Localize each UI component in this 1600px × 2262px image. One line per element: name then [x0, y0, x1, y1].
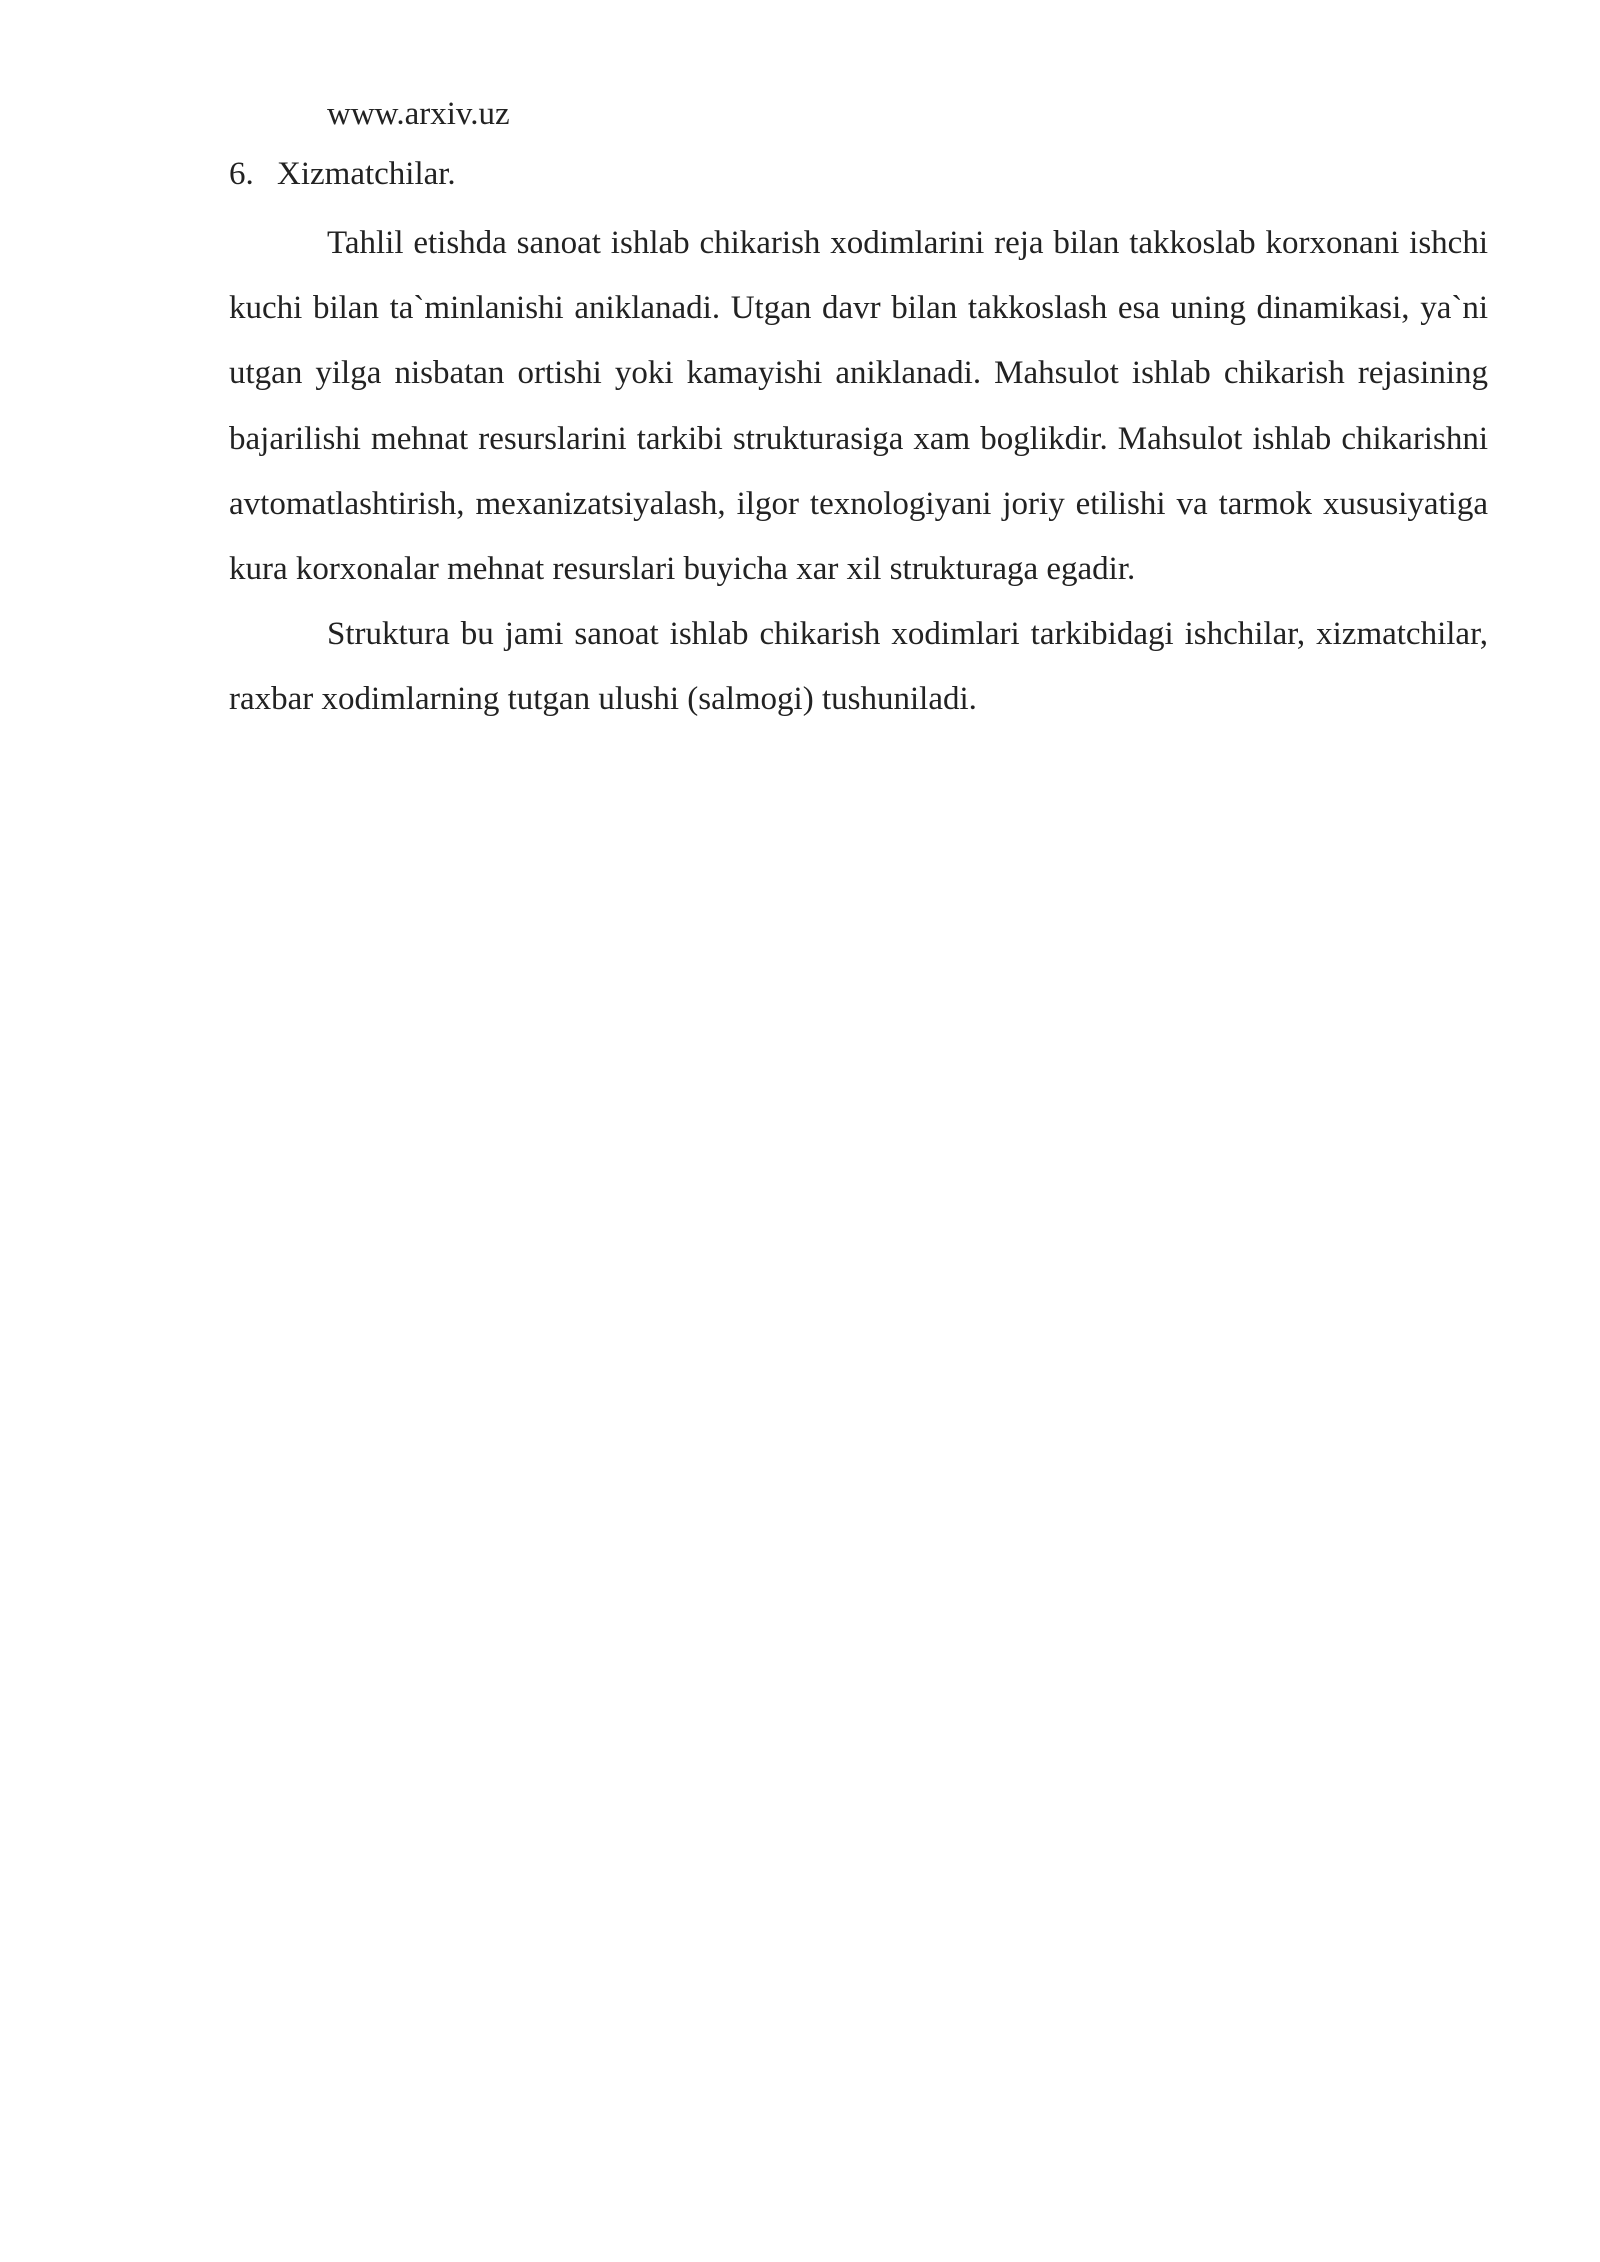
paragraph: Struktura bu jami sanoat ishlab chikarish xodimlari tarkibidagi ishchilar, xizmatchilar, raxbar xodimlarning tutgan ulushi (salmogi) tushuniladi.	[229, 616, 1488, 718]
source-url: www.arxiv.uz	[327, 96, 510, 132]
list-item-label: Xizmatchilar.	[277, 156, 456, 192]
list-item-6	[229, 154, 456, 194]
list-item-number: 6.	[229, 156, 254, 192]
paragraph: Tahlil etishda sanoat ishlab chikarish xodimlarini reja bilan takkoslab korxonani ishchi kuchi bilan ta`minlanishi aniklanadi. Utgan davr bilan takkoslash esa uning dinamikasi, ya`ni utgan yilga nisbatan ortishi yoki kamayishi aniklanadi. Mahsulot ishlab chikarish rejasining bajarilishi mehnat resurslarini tarkibi strukturasiga xam boglikdir. Mahsulot ishlab chikarishni avtomatlashtirish, mexanizatsiyalash, ilgor texnologiyani joriy etilishi va tarmok xususiyatiga kura korxonalar mehnat resurslari buyicha xar xil strukturaga egadir.	[229, 225, 1488, 588]
body-text	[229, 211, 1488, 733]
